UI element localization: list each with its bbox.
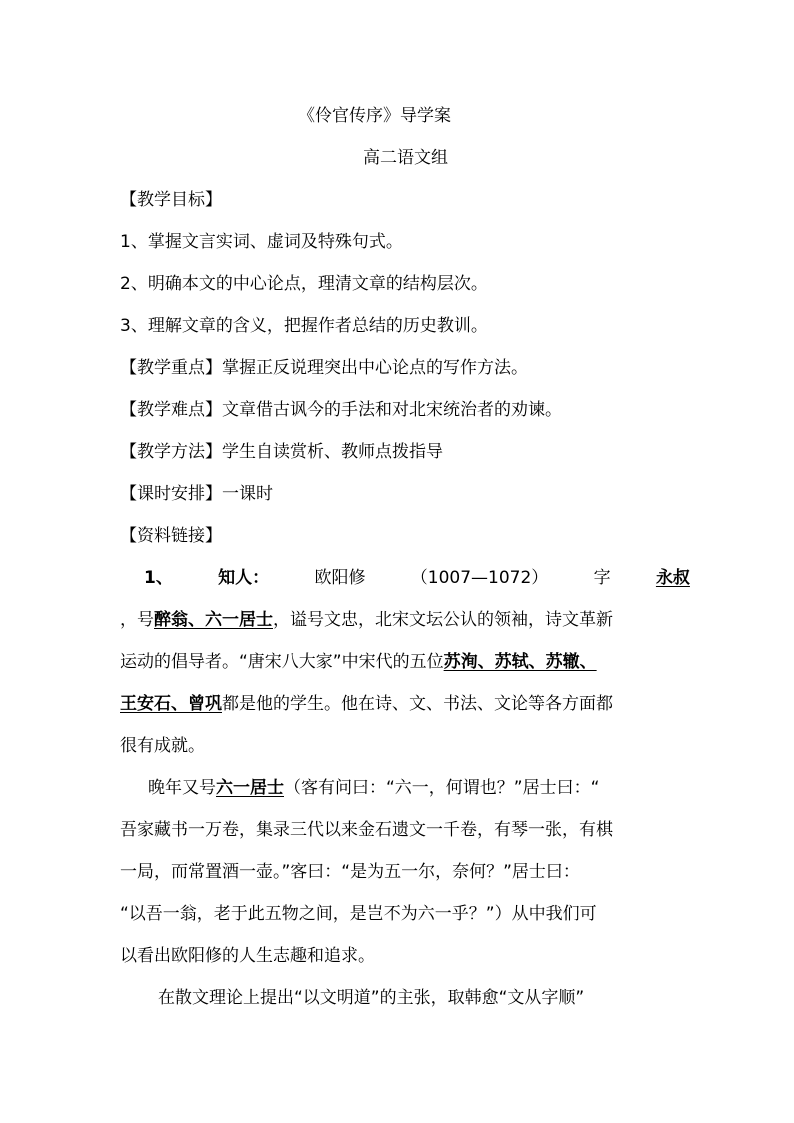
document-subtitle: 高二语文组 <box>363 148 448 168</box>
para2-line-2: 吾家藏书一万卷，集录三代以来金石遗文一千卷，有琴一张，有棋 <box>120 820 613 840</box>
document-title: 《伶官传序》导学案 <box>298 106 451 126</box>
pseudonym-liuyi: 六一居士 <box>216 778 284 798</box>
author-line-5: 很有成就。 <box>120 736 205 756</box>
text-span: 都是他的学生。他在诗、文、书法、文论等各方面都 <box>222 694 613 714</box>
para3-line-1: 在散文理论上提出“以文明道”的主张，取韩愈“文从字顺” <box>158 988 585 1008</box>
goals-heading: 【教学目标】 <box>120 190 222 210</box>
author-line-3 <box>120 650 680 674</box>
author-line-2 <box>120 608 680 632</box>
author-number: 1、 <box>144 568 173 588</box>
students-names-2: 王安石、曾巩 <box>120 694 222 714</box>
teaching-focus: 【教学重点】掌握正反说理突出中心论点的写作方法。 <box>120 358 528 378</box>
students-names-1: 苏洵、苏轼、苏辙、 <box>443 652 597 672</box>
teaching-difficulty: 【教学难点】文章借古讽今的手法和对北宋统治者的劝谏。 <box>120 400 562 420</box>
para2-line-5: 以看出欧阳修的人生志趣和追求。 <box>120 946 375 966</box>
resources-heading: 【资料链接】 <box>120 526 222 546</box>
text-span: 晚年又号 <box>148 778 216 798</box>
text-span: 运动的倡导者。“唐宋八大家”中宋代的五位 <box>120 652 444 672</box>
author-label: 知人： <box>218 568 270 588</box>
goal-item: 1、掌握文言实词、虚词及特殊句式。 <box>120 232 403 252</box>
author-line-4 <box>120 692 680 716</box>
text-span: ，号 <box>120 610 154 630</box>
author-years: （1007—1072） <box>410 568 549 588</box>
para2-line-4: “以吾一翁，老于此五物之间，是岂不为六一乎？”）从中我们可 <box>120 904 597 924</box>
class-schedule: 【课时安排】一课时 <box>120 484 273 504</box>
author-courtesy-name: 永叔 <box>655 568 690 588</box>
para2-line-3: 一局，而常置酒一壶。”客曰：“是为五一尔，奈何？”居士曰： <box>120 862 580 882</box>
text-span: ，谥号文忠，北宋文坛公认的领袖，诗文革新 <box>273 610 613 630</box>
author-pseudonym: 醉翁、六一居士 <box>154 610 273 630</box>
goal-item: 3、理解文章的含义，把握作者总结的历史教训。 <box>120 316 488 336</box>
teaching-method: 【教学方法】学生自读赏析、教师点拨指导 <box>120 442 443 462</box>
goal-item: 2、明确本文的中心论点，理清文章的结构层次。 <box>120 274 488 294</box>
author-line-1 <box>144 566 690 590</box>
text-span: （客有问曰：“六一，何谓也？”居士曰：“ <box>284 778 600 798</box>
author-zi-label: 字 <box>593 568 611 588</box>
author-name: 欧阳修 <box>314 568 366 588</box>
para2-line-1 <box>148 776 708 800</box>
